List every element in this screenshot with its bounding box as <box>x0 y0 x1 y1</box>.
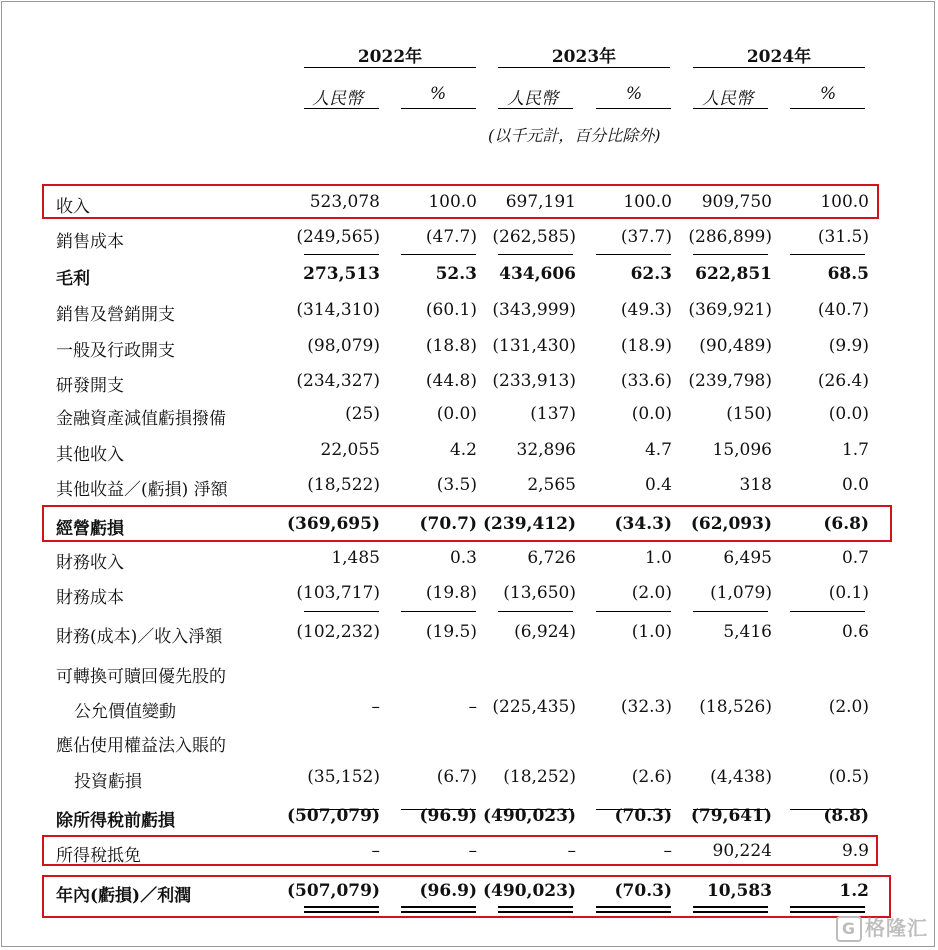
amount-cell: 697,191 <box>505 192 576 212</box>
amount-cell: (4,438) <box>710 767 772 787</box>
amount-cell: 318 <box>739 475 772 495</box>
percent-cell: 68.5 <box>827 264 869 284</box>
row-label: 所得稅抵免 <box>56 846 141 866</box>
percent-cell: (49.3) <box>620 300 672 320</box>
currency-header: 人民幣 <box>702 89 753 109</box>
row-label: 可轉換可贖回優先股的 <box>56 667 226 687</box>
amount-cell: (225,435) <box>492 697 576 717</box>
percent-cell: (70.3) <box>614 881 672 901</box>
underline-rule <box>693 809 768 810</box>
underline-rule <box>498 254 573 255</box>
amount-cell: (490,023) <box>483 881 576 901</box>
amount-cell: (18,522) <box>307 475 380 495</box>
percent-cell: (0.5) <box>828 767 869 787</box>
percent-cell: (18.9) <box>620 336 672 356</box>
percent-cell: (70.3) <box>614 806 672 826</box>
amount-cell: 273,513 <box>303 264 380 284</box>
amount-cell: (98,079) <box>307 336 380 356</box>
year-2024: 2024年 <box>746 47 812 67</box>
amount-cell: (18,526) <box>699 697 772 717</box>
row-label: 其他收益／(虧損) 淨額 <box>56 480 228 500</box>
percent-cell: (6.8) <box>823 514 869 534</box>
amount-cell: 622,851 <box>695 264 772 284</box>
percent-cell: 1.7 <box>841 440 869 460</box>
amount-cell: 22,055 <box>320 440 380 460</box>
percent-cell: (60.1) <box>425 300 477 320</box>
percent-cell: (40.7) <box>817 300 869 320</box>
amount-cell: 523,078 <box>309 192 380 212</box>
underline-rule <box>596 254 671 255</box>
row-label: 銷售及營銷開支 <box>56 305 175 325</box>
percent-header: % <box>820 84 837 104</box>
percent-header: % <box>626 84 643 104</box>
year-2022: 2022年 <box>357 47 423 67</box>
row-label: 除所得稅前虧損 <box>56 811 175 831</box>
row-label: 研發開支 <box>56 376 124 396</box>
percent-cell: 1.2 <box>839 881 869 901</box>
underline-rule <box>498 611 573 612</box>
amount-cell: (233,913) <box>492 371 576 391</box>
percent-cell: (6.7) <box>436 767 477 787</box>
percent-cell: (9.9) <box>828 336 869 356</box>
amount-cell: (262,585) <box>492 227 576 247</box>
percent-cell: (2.0) <box>828 697 869 717</box>
amount-cell: (507,079) <box>287 806 380 826</box>
underline-rule <box>304 254 379 255</box>
percent-cell: (18.8) <box>425 336 477 356</box>
amount-cell: (234,327) <box>296 371 380 391</box>
watermark-logo-icon: G <box>836 916 862 942</box>
percent-cell: (37.7) <box>620 227 672 247</box>
row-label: 投資虧損 <box>74 772 142 792</box>
amount-cell: (79,641) <box>690 806 772 826</box>
underline-rule <box>304 809 379 810</box>
row-label: 財務成本 <box>56 588 124 608</box>
underline-rule <box>693 254 768 255</box>
amount-cell: (490,023) <box>483 806 576 826</box>
percent-cell: (34.3) <box>614 514 672 534</box>
row-label: 其他收入 <box>56 445 124 465</box>
amount-cell: – <box>567 841 576 861</box>
year-underline <box>693 67 865 68</box>
percent-cell: (19.8) <box>425 583 477 603</box>
percent-cell: (8.8) <box>823 806 869 826</box>
amount-cell: (369,921) <box>688 300 772 320</box>
amount-cell: 1,485 <box>331 548 380 568</box>
amount-cell: 2,565 <box>527 475 576 495</box>
percent-cell: (1.0) <box>631 622 672 642</box>
percent-cell: 0.6 <box>841 622 869 642</box>
amount-cell: (507,079) <box>287 881 380 901</box>
header-underline <box>401 108 476 109</box>
underline-rule <box>596 809 671 810</box>
highlight-box-operating-loss <box>42 505 892 542</box>
row-label: 公允價值變動 <box>74 702 176 722</box>
percent-cell: (2.0) <box>631 583 672 603</box>
amount-cell: (25) <box>345 404 380 424</box>
year-underline <box>304 67 476 68</box>
underline-rule <box>401 254 476 255</box>
highlight-box-revenue <box>42 184 879 219</box>
amount-cell: (239,412) <box>483 514 576 534</box>
row-label: 銷售成本 <box>56 232 124 252</box>
percent-cell: 9.9 <box>841 841 869 861</box>
amount-cell: 909,750 <box>701 192 772 212</box>
percent-cell: 62.3 <box>630 264 672 284</box>
percent-cell: – <box>468 697 477 717</box>
amount-cell: (131,430) <box>492 336 576 356</box>
currency-header: 人民幣 <box>312 89 363 109</box>
percent-cell: 100.0 <box>820 192 869 212</box>
amount-cell: (6,924) <box>514 622 576 642</box>
percent-cell: 4.7 <box>644 440 672 460</box>
amount-cell: (18,252) <box>503 767 576 787</box>
percent-cell: (0.1) <box>828 583 869 603</box>
underline-rule <box>790 611 865 612</box>
unit-note: (以千元計，百分比除外) <box>488 126 661 145</box>
percent-cell: (0.0) <box>828 404 869 424</box>
percent-cell: 4.2 <box>449 440 477 460</box>
row-label: 一般及行政開支 <box>56 341 175 361</box>
percent-cell: (0.0) <box>436 404 477 424</box>
row-label: 經營虧損 <box>56 519 124 539</box>
underline-rule <box>790 254 865 255</box>
year-underline <box>498 67 670 68</box>
amount-cell: 6,726 <box>527 548 576 568</box>
highlight-box-profit <box>42 875 891 918</box>
header-underline <box>304 108 379 109</box>
watermark-text: 格隆汇 <box>865 915 928 940</box>
row-label: 金融資產減值虧損撥備 <box>56 409 226 429</box>
percent-cell: (2.6) <box>631 767 672 787</box>
header-underline <box>790 108 865 109</box>
header-underline <box>693 108 768 109</box>
row-label: 收入 <box>56 197 90 217</box>
row-label: 財務(成本)／收入淨額 <box>56 627 223 647</box>
underline-rule <box>401 809 476 810</box>
amount-cell: (314,310) <box>296 300 380 320</box>
header-underline <box>596 108 671 109</box>
underline-rule <box>693 611 768 612</box>
amount-cell: (13,650) <box>503 583 576 603</box>
row-label: 財務收入 <box>56 553 124 573</box>
percent-cell: – <box>663 841 672 861</box>
highlight-box-tax-credit <box>42 835 878 866</box>
underline-rule <box>401 611 476 612</box>
row-label: 應佔使用權益法入賬的 <box>56 736 226 756</box>
amount-cell: (35,152) <box>307 767 380 787</box>
amount-cell: (150) <box>726 404 772 424</box>
amount-cell: (90,489) <box>699 336 772 356</box>
row-label: 年內(虧損)／利潤 <box>56 886 192 906</box>
percent-cell: (32.3) <box>620 697 672 717</box>
amount-cell: 90,224 <box>712 841 772 861</box>
underline-rule <box>790 809 865 810</box>
amount-cell: (102,232) <box>296 622 380 642</box>
amount-cell: 32,896 <box>516 440 576 460</box>
amount-cell: (103,717) <box>296 583 380 603</box>
percent-cell: (33.6) <box>620 371 672 391</box>
percent-cell: – <box>468 841 477 861</box>
watermark <box>836 912 928 943</box>
amount-cell: (286,899) <box>688 227 772 247</box>
percent-cell: (0.0) <box>631 404 672 424</box>
percent-cell: (26.4) <box>817 371 869 391</box>
amount-cell: (62,093) <box>690 514 772 534</box>
amount-cell: (343,999) <box>492 300 576 320</box>
currency-header: 人民幣 <box>507 89 558 109</box>
percent-cell: (96.9) <box>419 881 477 901</box>
percent-cell: (44.8) <box>425 371 477 391</box>
amount-cell: (137) <box>530 404 576 424</box>
amount-cell: (1,079) <box>710 583 772 603</box>
percent-cell: (3.5) <box>436 475 477 495</box>
amount-cell: (369,695) <box>287 514 380 534</box>
percent-cell: (96.9) <box>419 806 477 826</box>
percent-cell: 0.0 <box>841 475 869 495</box>
percent-cell: (31.5) <box>817 227 869 247</box>
percent-cell: 0.7 <box>841 548 869 568</box>
amount-cell: – <box>371 697 380 717</box>
percent-cell: (70.7) <box>419 514 477 534</box>
year-2023: 2023年 <box>551 47 617 67</box>
amount-cell: 10,583 <box>706 881 772 901</box>
row-label: 毛利 <box>56 269 90 289</box>
percent-cell: (19.5) <box>425 622 477 642</box>
percent-cell: 100.0 <box>428 192 477 212</box>
amount-cell: 15,096 <box>712 440 772 460</box>
percent-cell: 100.0 <box>623 192 672 212</box>
percent-cell: (47.7) <box>425 227 477 247</box>
underline-rule <box>304 611 379 612</box>
amount-cell: 434,606 <box>499 264 576 284</box>
amount-cell: – <box>371 841 380 861</box>
percent-cell: 52.3 <box>435 264 477 284</box>
amount-cell: (249,565) <box>296 227 380 247</box>
percent-header: % <box>430 84 447 104</box>
amount-cell: (239,798) <box>688 371 772 391</box>
underline-rule <box>596 611 671 612</box>
percent-cell: 1.0 <box>644 548 672 568</box>
amount-cell: 5,416 <box>723 622 772 642</box>
percent-cell: 0.3 <box>449 548 477 568</box>
underline-rule <box>498 809 573 810</box>
percent-cell: 0.4 <box>644 475 672 495</box>
header-underline <box>498 108 573 109</box>
amount-cell: 6,495 <box>723 548 772 568</box>
